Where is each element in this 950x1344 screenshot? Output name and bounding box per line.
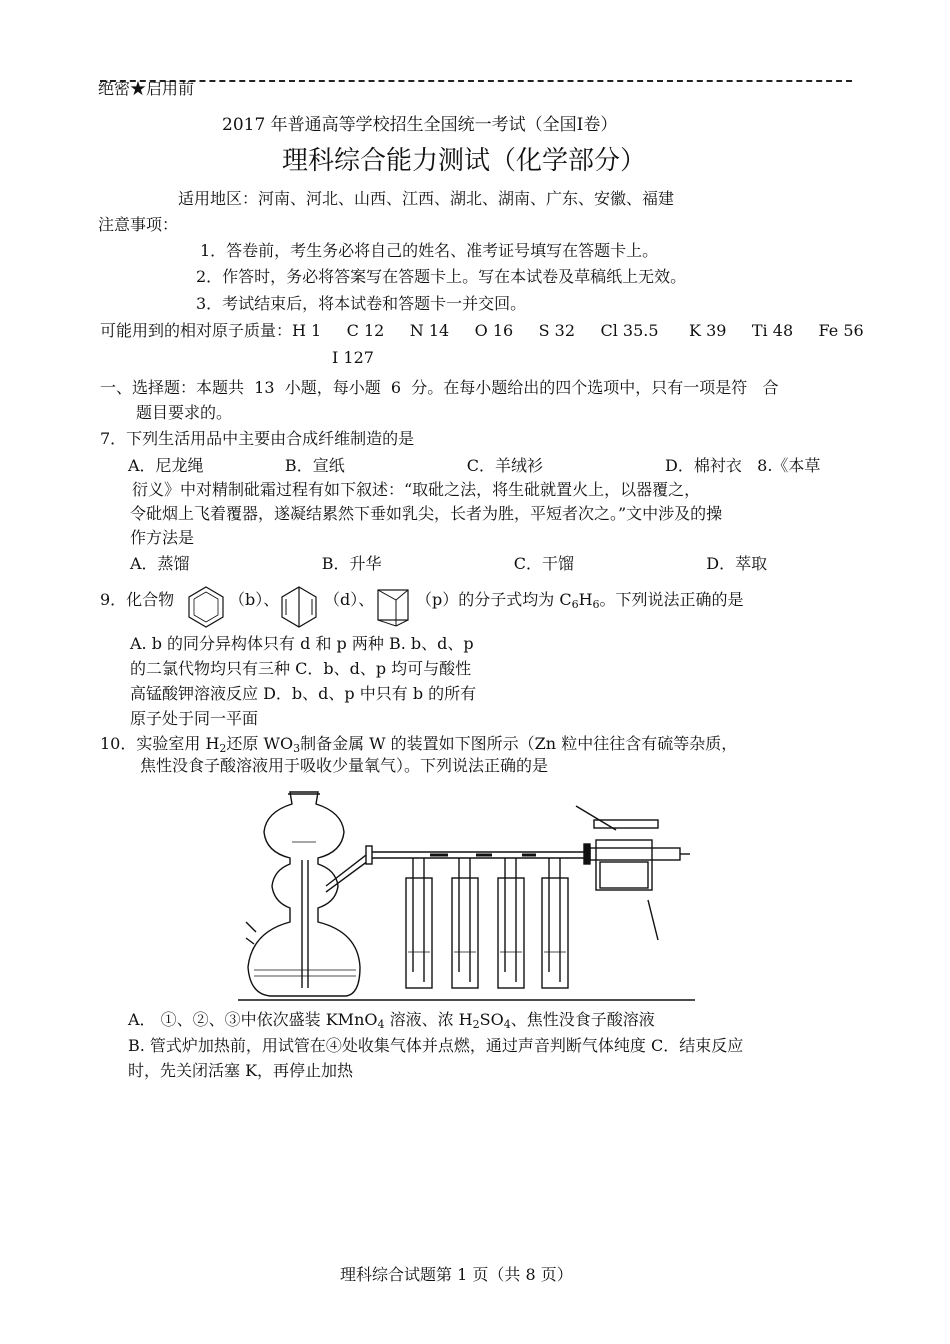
prismane-p-structure bbox=[374, 584, 414, 630]
note-item-1: 1．答卷前，考生务必将自己的姓名、准考证号填写在答题卡上。 bbox=[200, 241, 659, 260]
confidential-mark: 绝密★启用前 bbox=[98, 79, 195, 98]
q10-option-c: 时，先关闭活塞 K，再停止加热 bbox=[128, 1061, 354, 1080]
q9-label-b: （b）、 bbox=[229, 590, 280, 609]
section-1-instructions: 一、选择题：本题共 13 小题，每小题 6 分。在每小题给出的四个选项中，只有一项是符 合 bbox=[100, 378, 779, 397]
notes-heading: 注意事项： bbox=[98, 215, 179, 234]
question-10-stem-2: 焦性没食子酸溶液用于吸收少量氧气）。下列说法正确的是 bbox=[140, 756, 549, 775]
question-8-stem-2: 令砒烟上飞着覆器，遂凝结累然下垂如乳尖，长者为胜，平短者次之。”文中涉及的操 bbox=[130, 504, 723, 523]
question-9-prefix: 9．化合物 bbox=[100, 590, 175, 609]
question-8-options: A．蒸馏 B．升华 C．干馏 D．萃取 bbox=[130, 554, 768, 573]
atomic-mass-line: 可能用到的相对原子质量：H 1 C 12 N 14 O 16 S 32 Cl 35.5 K 39 Ti 48 Fe 56 bbox=[100, 321, 864, 340]
question-7-stem: 7．下列生活用品中主要由合成纤维制造的是 bbox=[100, 429, 415, 448]
q9-label-d: （d）、 bbox=[324, 590, 375, 609]
question-8-stem-3: 作方法是 bbox=[130, 528, 195, 547]
exam-title-line: 2017 年普通高等学校招生全国统一考试（全国Ⅰ卷） bbox=[222, 115, 618, 135]
q10-option-a: A． ①、②、③中依次盛装 KMnO$_4$ 溶液、浓 $H_2SO_4$、焦性没食子酸溶液 bbox=[128, 1010, 655, 1031]
benzene-b-structure bbox=[186, 584, 226, 630]
q9-stem: （p）的分子式均为 $C_6H_6$。下列说法正确的是 bbox=[416, 590, 744, 611]
q9-line-4: 原子处于同一平面 bbox=[130, 709, 259, 728]
section-1-instructions-cont: 题目要求的。 bbox=[136, 403, 233, 422]
q9-line-3: 高锰酸钾溶液反应 D．b、d、p 中只有 b 的所有 bbox=[130, 684, 477, 703]
q9-line-2: 的二氯代物均只有三种 C．b、d、p 均可与酸性 bbox=[130, 659, 472, 678]
applicable-regions: 适用地区：河南、河北、山西、江西、湖北、湖南、广东、安徽、福建 bbox=[178, 189, 675, 208]
dewar-benzene-d-structure bbox=[278, 584, 320, 630]
page-footer: 理科综合试题第 1 页（共 8 页） bbox=[340, 1265, 573, 1284]
question-8-stem-1: 衍义》中对精制砒霜过程有如下叙述：“取砒之法，将生砒就置火上，以器覆之， bbox=[132, 480, 701, 499]
question-7-options: A．尼龙绳 B．宣纸 C．羊绒衫 D．棉衬衣 8.《本草 bbox=[128, 456, 821, 475]
question-10-stem-1: 10．实验室用 $H_2$还原 $WO_3$制备金属 W 的装置如下图所示（Zn 粒中往往含有硫等杂质， bbox=[100, 734, 738, 755]
note-item-3: 3．考试结束后，将本试卷和答题卡一并交回。 bbox=[196, 294, 527, 313]
note-item-2: 2．作答时，务必将答案写在答题卡上。写在本试卷及草稿纸上无效。 bbox=[196, 267, 687, 286]
page-title: 理科综合能力测试（化学部分） bbox=[282, 146, 647, 176]
atomic-mass-iodine: I 127 bbox=[332, 348, 374, 367]
q10-option-b: B. 管式炉加热前，用试管在④处收集气体并点燃，通过声音判断气体纯度 C．结束反应 bbox=[128, 1036, 744, 1055]
q9-line-1: A. b 的同分异构体只有 d 和 p 两种 B. b、d、p bbox=[130, 634, 474, 653]
top-dashed-rule bbox=[100, 80, 852, 82]
apparatus-diagram bbox=[230, 782, 700, 1004]
